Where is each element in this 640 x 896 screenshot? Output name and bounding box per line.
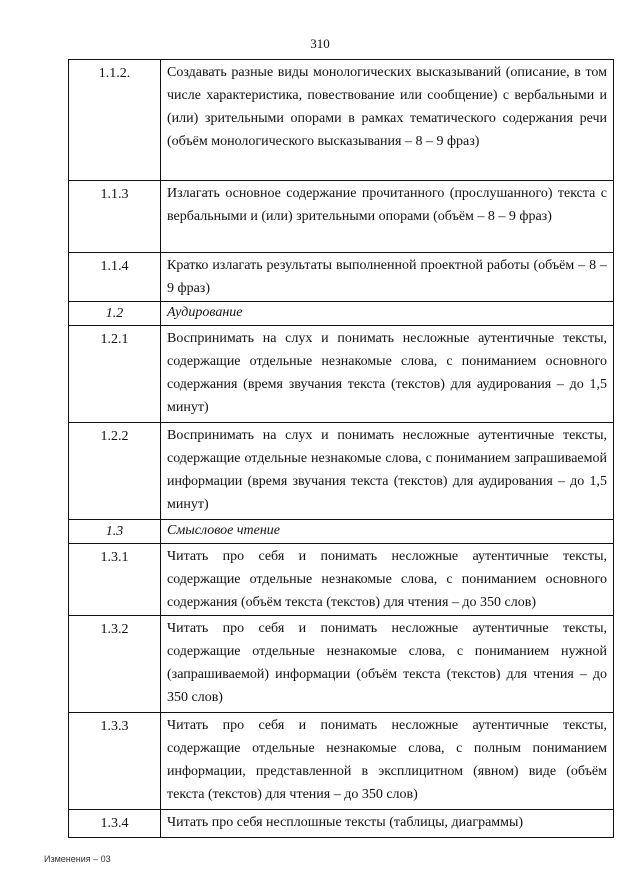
table-row <box>69 253 614 302</box>
row-text: Излагать основное содержание прочитанного (прослушанного) текста с вербальными и (или) зрительными опорами (объём – 8 – 9 фраз) <box>161 181 614 253</box>
row-text: Создавать разные виды монологических высказываний (описание, в том числе характеристика, повествование или сообщение) с вербальными и (или) зрительными опорами в рамках тематического содержания речи (объём монологического высказывания – 8 – 9 фраз) <box>161 60 614 181</box>
row-number: 1.1.2. <box>69 60 161 181</box>
row-number: 1.3.1 <box>69 544 161 616</box>
row-text: Читать про себя несплошные тексты (таблицы, диаграммы) <box>161 810 614 838</box>
section-row <box>69 302 614 326</box>
requirements-table <box>68 59 614 838</box>
row-number: 1.3.2 <box>69 616 161 713</box>
row-text: Воспринимать на слух и понимать несложные аутентичные тексты, содержащие отдельные незнакомые слова, с пониманием запрашиваемой информации (время звучания текста (текстов) для аудирования – до 1,5 минут) <box>161 423 614 520</box>
row-number: 1.3.3 <box>69 713 161 810</box>
row-text: Читать про себя и понимать несложные аутентичные тексты, содержащие отдельные незнакомые слова, с полным пониманием информации, представленной в эксплицитном (явном) виде (объём текста (текстов) для чтения – до 350 слов) <box>161 713 614 810</box>
row-number: 1.3.4 <box>69 810 161 838</box>
row-text: Воспринимать на слух и понимать несложные аутентичные тексты, содержащие отдельные незнакомые слова, с пониманием основного содержания (время звучания текста (текстов) для аудирования – до 1,5 минут) <box>161 326 614 423</box>
row-text: Читать про себя и понимать несложные аутентичные тексты, содержащие отдельные незнакомые слова, с пониманием нужной (запрашиваемой) информации (объём текста (текстов) для чтения – до 350 слов) <box>161 616 614 713</box>
table-row <box>69 423 614 520</box>
table-row <box>69 181 614 253</box>
page-number: 310 <box>310 36 330 51</box>
section-number: 1.3 <box>69 520 161 544</box>
row-number: 1.2.2 <box>69 423 161 520</box>
row-number: 1.1.4 <box>69 253 161 302</box>
table-row <box>69 544 614 616</box>
row-number: 1.1.3 <box>69 181 161 253</box>
row-text: Кратко излагать результаты выполненной проектной работы (объём – 8 – 9 фраз) <box>161 253 614 302</box>
section-number: 1.2 <box>69 302 161 326</box>
table-row <box>69 810 614 838</box>
section-title: Аудирование <box>161 302 614 326</box>
table-row <box>69 326 614 423</box>
table-row <box>69 616 614 713</box>
table-row <box>69 60 614 181</box>
footer-revision-note: Изменения – 03 <box>44 854 111 864</box>
row-text: Читать про себя и понимать несложные аутентичные тексты, содержащие отдельные незнакомые слова, с пониманием основного содержания (объём текста (текстов) для чтения – до 350 слов) <box>161 544 614 616</box>
section-title: Смысловое чтение <box>161 520 614 544</box>
row-number: 1.2.1 <box>69 326 161 423</box>
table-row <box>69 713 614 810</box>
section-row <box>69 520 614 544</box>
